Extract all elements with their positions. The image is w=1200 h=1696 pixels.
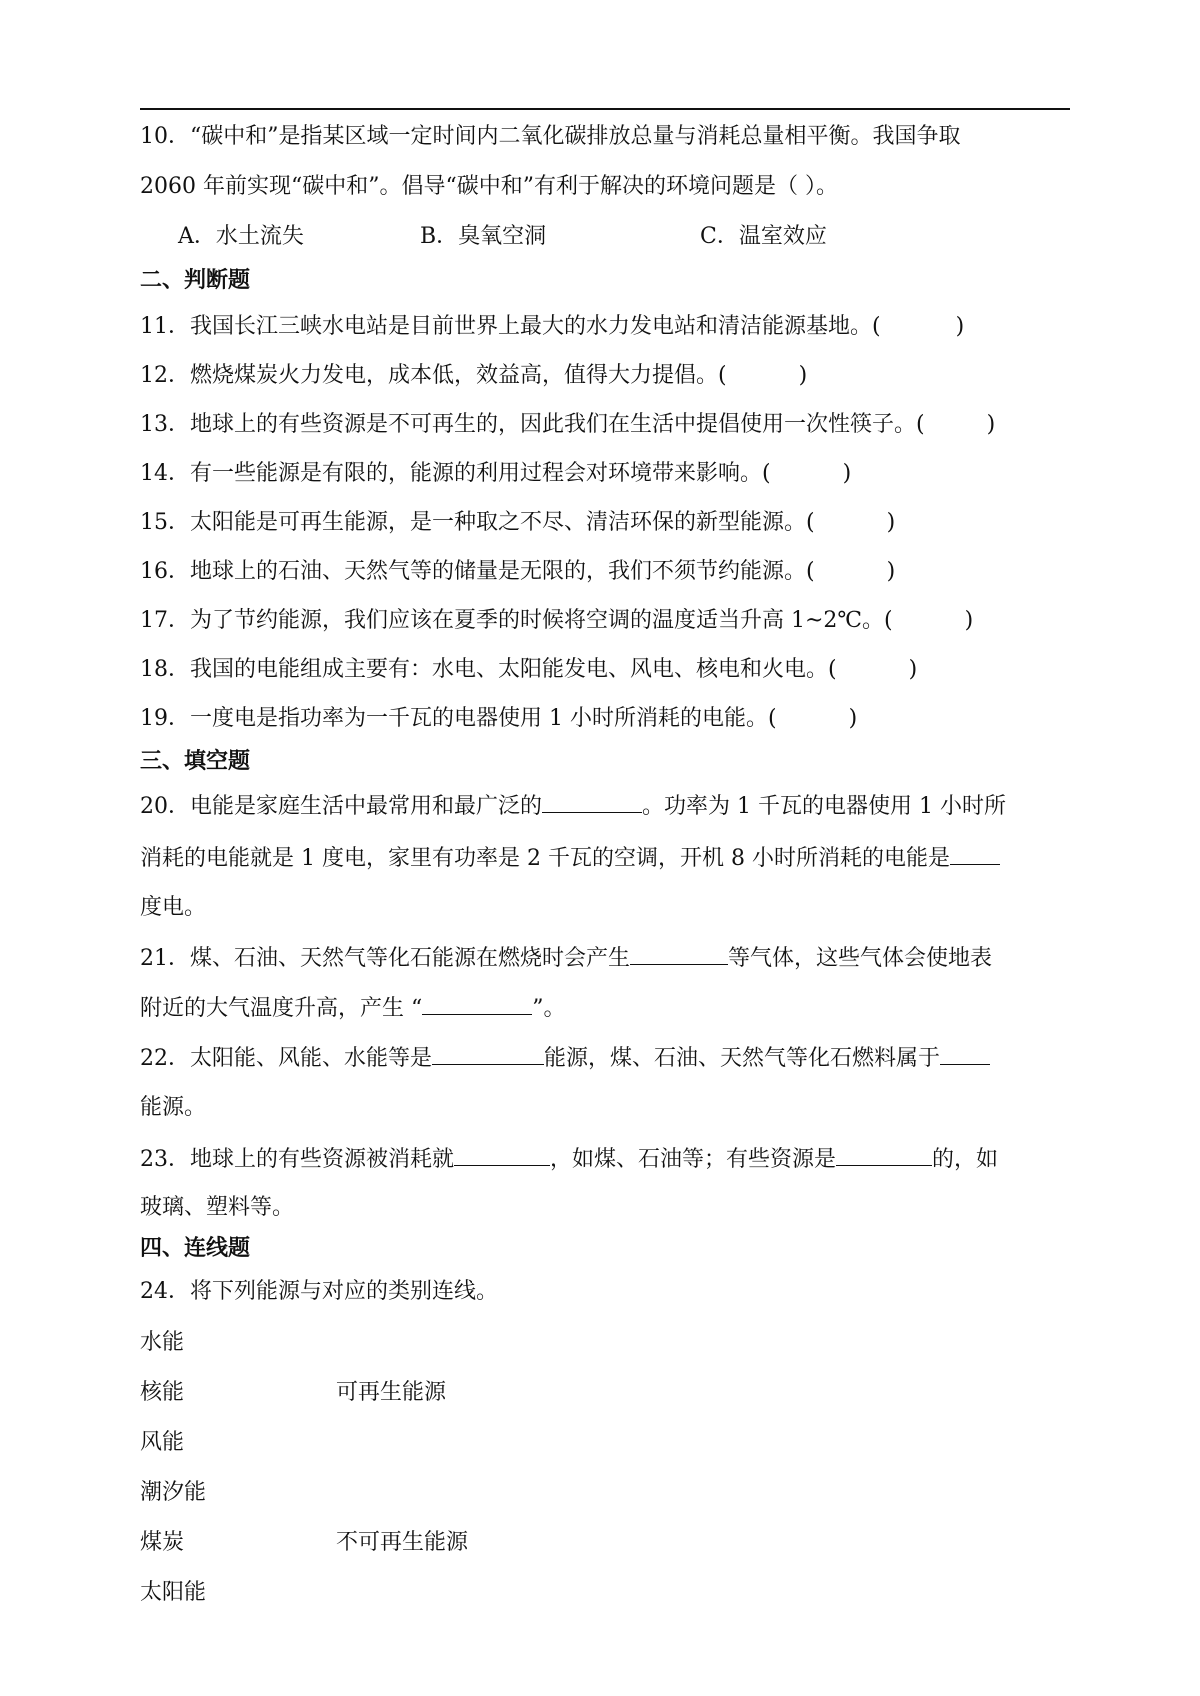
answer-blank[interactable]	[630, 942, 728, 965]
match-left-item[interactable]: 核能	[140, 1380, 185, 1405]
q10-option-b: B．臭氧空洞	[420, 224, 547, 249]
q20-line2: 消耗的电能就是 1 度电，家里有功率是 2 千瓦的空调，开机 8 小时所消耗的电能是	[140, 842, 1000, 874]
answer-blank[interactable]	[940, 1042, 990, 1065]
judge-close: )	[842, 461, 852, 486]
q10-line2: 2060 年前实现“碳中和”。倡导“碳中和”有利于解决的环境问题是（ ）。	[140, 174, 838, 199]
answer-blank[interactable]	[836, 1143, 932, 1166]
q23-line2: 玻璃、塑料等。	[140, 1195, 295, 1220]
judge-text: 16．地球上的石油、天然气等的储量是无限的，我们不须节约能源。(	[140, 559, 815, 584]
match-right-item[interactable]: 可再生能源	[336, 1380, 447, 1405]
section-title-match: 四、连线题	[140, 1235, 251, 1261]
q21-line2: 附近的大气温度升高，产生 “ ”。	[140, 992, 566, 1024]
judge-text: 13．地球上的有些资源是不可再生的，因此我们在生活中提倡使用一次性筷子。(	[140, 412, 925, 437]
judge-text: 15．太阳能是可再生能源，是一种取之不尽、清洁环保的新型能源。(	[140, 510, 815, 535]
judge-text: 14．有一些能源是有限的，能源的利用过程会对环境带来影响。(	[140, 461, 771, 486]
judge-close: )	[886, 510, 896, 535]
q20-line3: 度电。	[140, 895, 207, 920]
judge-item	[140, 606, 973, 636]
header-rule	[140, 108, 1070, 110]
judge-text: 19．一度电是指功率为一千瓦的电器使用 1 小时所消耗的电能。(	[140, 706, 777, 731]
section-title-judge: 二、判断题	[140, 267, 251, 293]
q22-line2: 能源。	[140, 1095, 207, 1120]
judge-item	[140, 361, 807, 391]
q24-prompt: 24．将下列能源与对应的类别连线。	[140, 1279, 498, 1304]
section-title-fill: 三、填空题	[140, 748, 251, 774]
judge-item	[140, 704, 857, 734]
judge-close: )	[986, 412, 996, 437]
judge-close: )	[886, 559, 896, 584]
answer-blank[interactable]	[422, 992, 532, 1015]
q23-line1: 23．地球上的有些资源被消耗就 ，如煤、石油等；有些资源是 的，如	[140, 1143, 998, 1175]
q10-option-a: A．水土流失	[178, 224, 304, 249]
match-right-item[interactable]: 不可再生能源	[336, 1530, 469, 1555]
answer-blank[interactable]	[950, 842, 1000, 865]
match-left-item[interactable]: 风能	[140, 1430, 185, 1455]
judge-text: 11．我国长江三峡水电站是目前世界上最大的水力发电站和清洁能源基地。(	[140, 314, 881, 339]
judge-text: 18．我国的电能组成主要有：水电、太阳能发电、风电、核电和火电。(	[140, 657, 837, 682]
judge-item	[140, 410, 995, 440]
judge-item	[140, 312, 964, 342]
answer-blank[interactable]	[432, 1042, 544, 1065]
judge-close: )	[848, 706, 858, 731]
judge-close: )	[964, 608, 974, 633]
judge-close: )	[955, 314, 965, 339]
match-left-item[interactable]: 煤炭	[140, 1530, 185, 1555]
judge-close: )	[908, 657, 918, 682]
judge-item	[140, 459, 851, 489]
match-left-item[interactable]: 潮汐能	[140, 1480, 207, 1505]
judge-item	[140, 557, 895, 587]
judge-text: 12．燃烧煤炭火力发电，成本低，效益高，值得大力提倡。(	[140, 363, 727, 388]
q20-line1: 20．电能是家庭生活中最常用和最广泛的 。功率为 1 千瓦的电器使用 1 小时所	[140, 790, 1006, 822]
answer-blank[interactable]	[454, 1143, 550, 1166]
match-left-item[interactable]: 水能	[140, 1330, 185, 1355]
match-left-item[interactable]: 太阳能	[140, 1580, 207, 1605]
q22-line1: 22．太阳能、风能、水能等是 能源，煤、石油、天然气等化石燃料属于	[140, 1042, 990, 1074]
judge-text: 17．为了节约能源，我们应该在夏季的时候将空调的温度适当升高 1~2℃。(	[140, 608, 893, 633]
q10-option-c: C．温室效应	[700, 224, 827, 249]
judge-close: )	[798, 363, 808, 388]
q10-line1: 10．“碳中和”是指某区域一定时间内二氧化碳排放总量与消耗总量相平衡。我国争取	[140, 124, 961, 149]
judge-item	[140, 508, 895, 538]
answer-blank[interactable]	[542, 790, 642, 813]
q21-line1: 21．煤、石油、天然气等化石能源在燃烧时会产生 等气体，这些气体会使地表	[140, 942, 992, 974]
judge-item	[140, 655, 917, 685]
